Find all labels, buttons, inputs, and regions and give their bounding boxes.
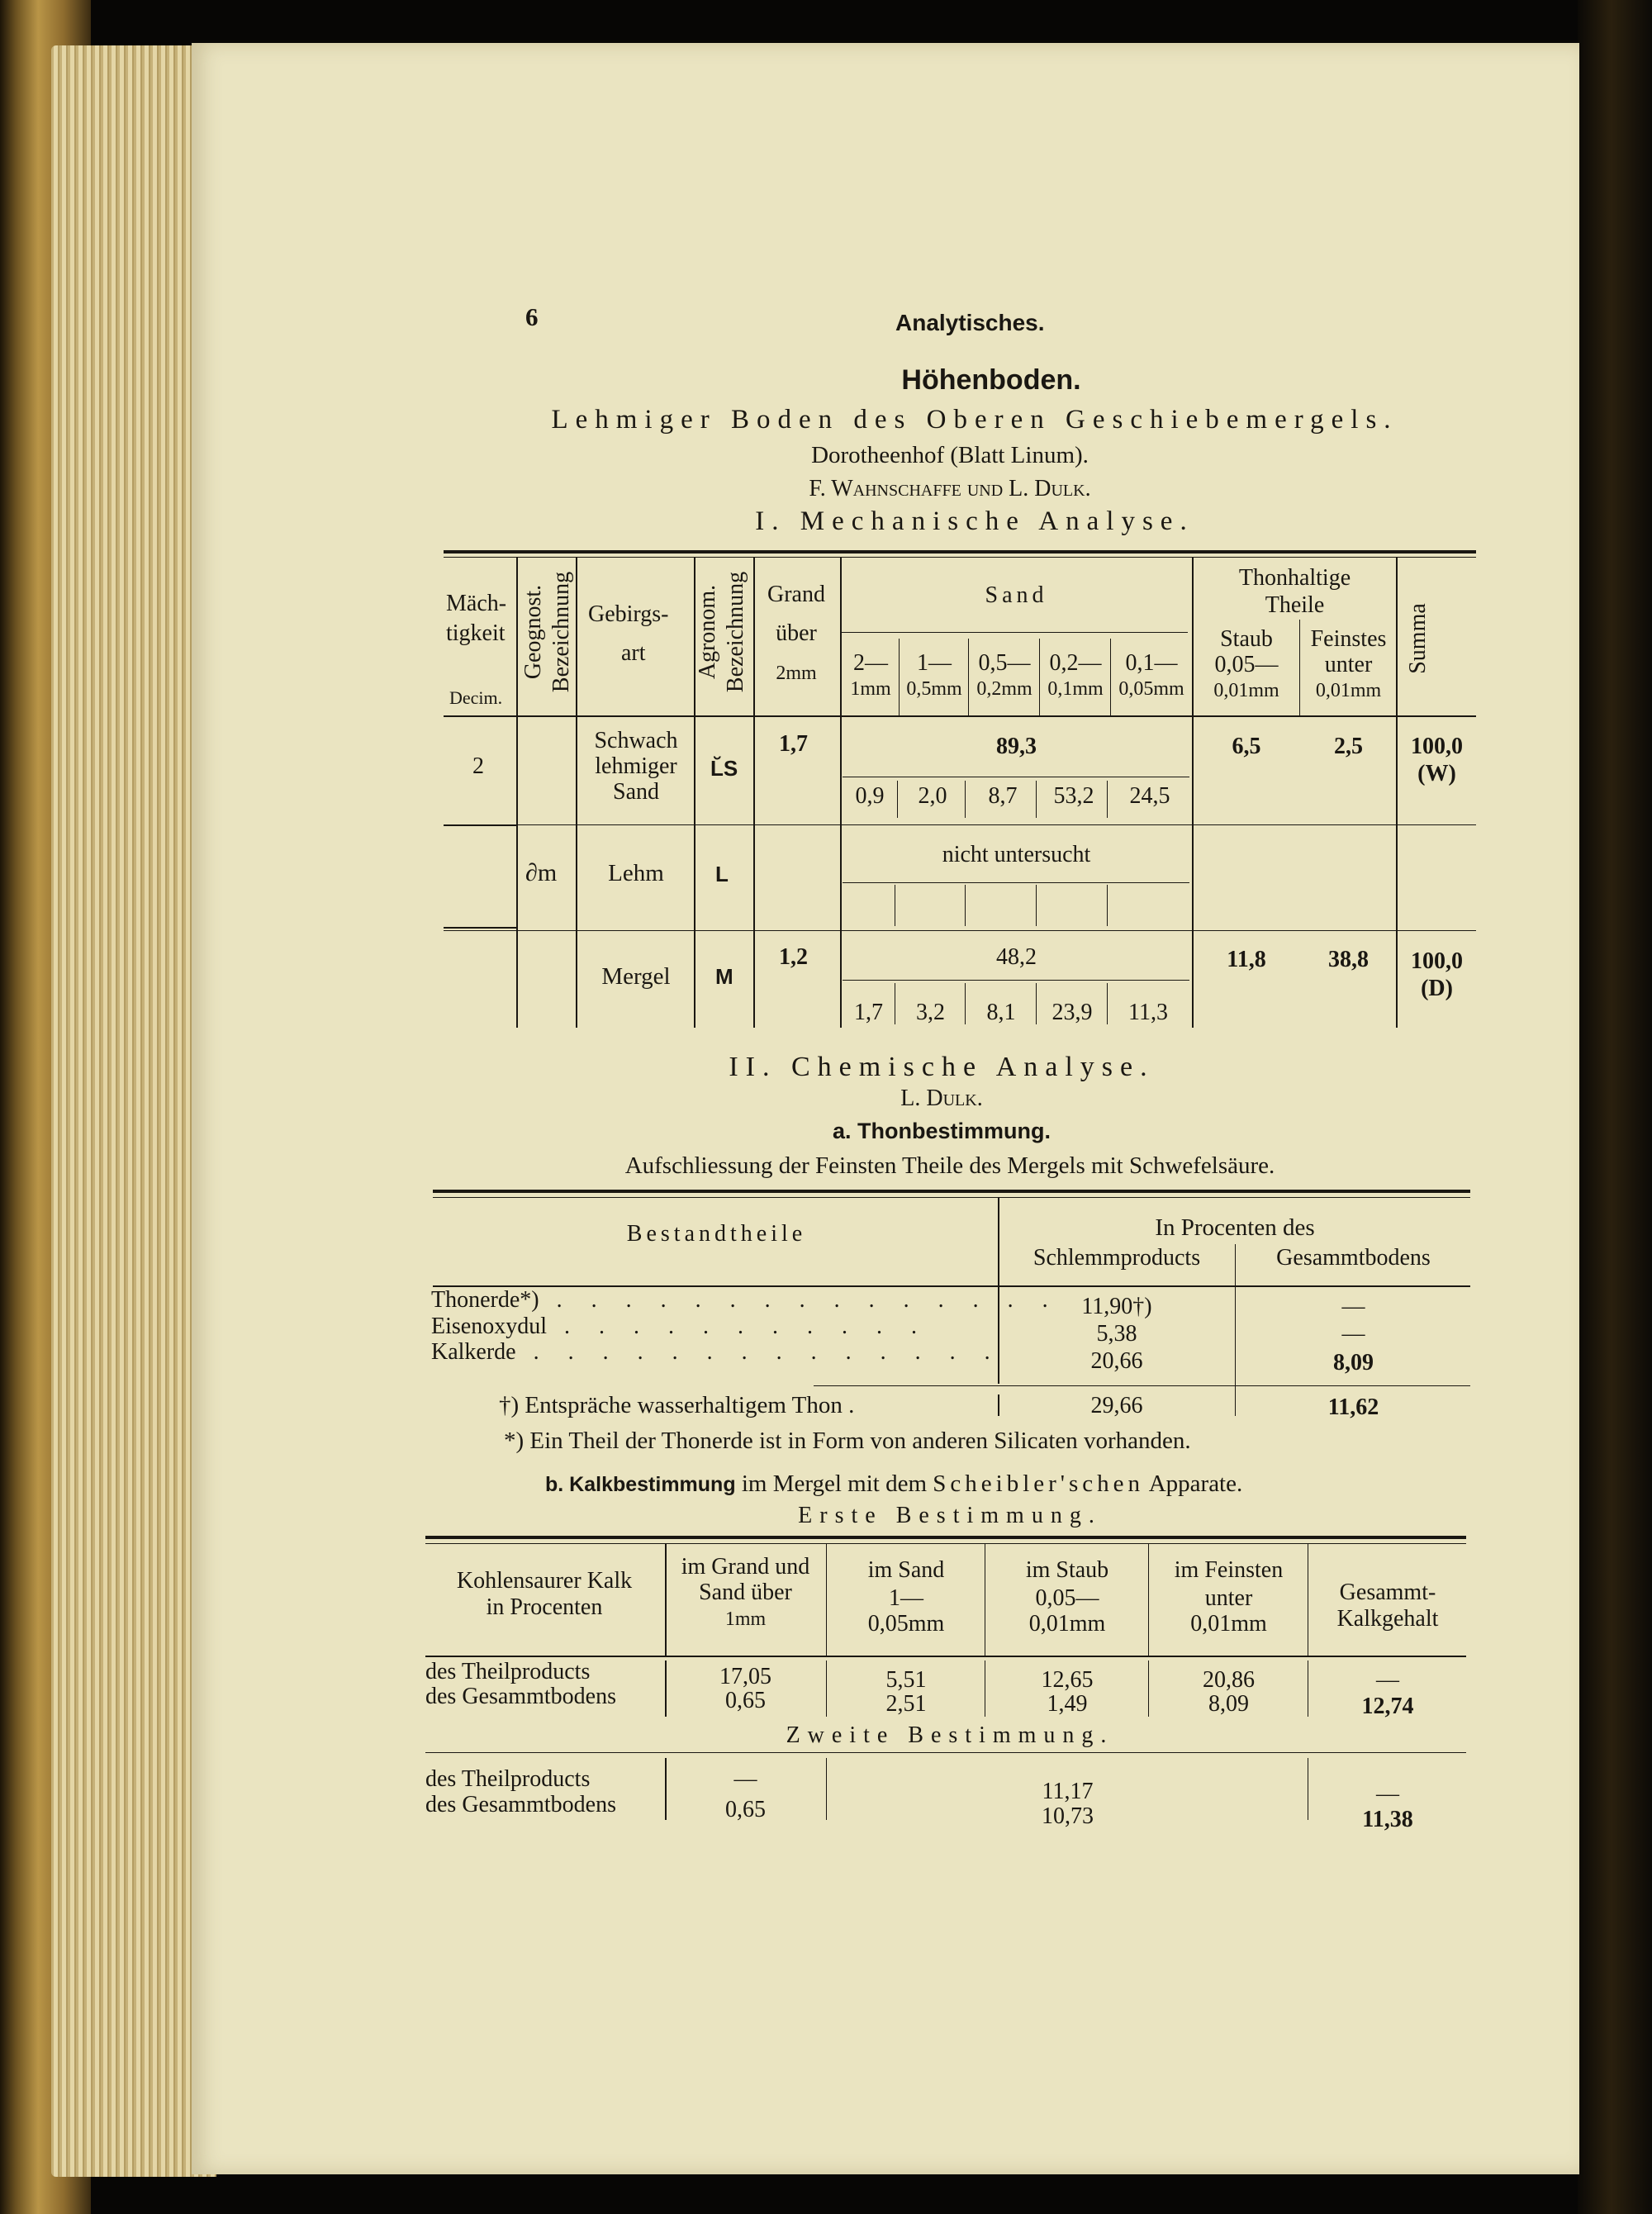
row-kalkerde: Kalkerde . . . . . . . . . . . . . .	[431, 1339, 1002, 1365]
header-feinstes-2: unter	[1324, 652, 1373, 677]
first-staub-2: 1,49	[1047, 1691, 1088, 1717]
row1-sand-3: 8,7	[988, 783, 1018, 809]
row3-sand-4: 23,9	[1051, 1000, 1093, 1025]
header-sand-col1-b: 1mm	[850, 678, 891, 700]
eisenoxydul-schlemm: 5,38	[1096, 1321, 1137, 1347]
header-kohlensaurer-1: Kohlensaurer Kalk	[456, 1568, 633, 1594]
sub-a-caption: Aufschliessung der Feinsten Theile des Mergels mit Schwefelsäure.	[624, 1152, 1275, 1179]
row1-maechtigkeit: 2	[472, 753, 484, 779]
row2-agronom: L	[715, 862, 729, 886]
row-eisenoxydul: Eisenoxydul . . . . . . . . . . .	[431, 1314, 928, 1339]
header-sand-col4-a: 0,2—	[1049, 650, 1102, 676]
row3-sand-2: 3,2	[916, 1000, 945, 1025]
header-maechtigkeit-1: Mäch-	[446, 591, 507, 616]
first-gesamt-2: 12,74	[1361, 1694, 1414, 1719]
footnote-row-schlemm: 29,66	[1090, 1393, 1143, 1418]
first-grand-sand-1: 17,05	[719, 1664, 771, 1689]
row1-sand-1: 0,9	[855, 783, 885, 809]
sub-b-heading: b. Kalkbestimmung im Mergel mit dem Scheibler'schen Apparate.	[545, 1470, 1243, 1497]
first-row-label-2: des Gesammtbodens	[425, 1684, 616, 1709]
header-sand: Sand	[985, 582, 1048, 608]
row2-gebirgsart: Lehm	[608, 860, 664, 886]
header-sand-col3-a: 0,5—	[978, 650, 1031, 676]
header-im-staub-1: im Staub	[1025, 1557, 1109, 1583]
header-geognost: Geognost.	[520, 584, 546, 680]
second-gesamt-2: 11,38	[1362, 1807, 1413, 1832]
page-subtitle: Lehmiger Boden des Oberen Geschiebemergels.	[551, 405, 1398, 435]
header-grand-3: 2mm	[776, 663, 817, 684]
col-bestandtheile: Bestandtheile	[626, 1221, 807, 1247]
row1-sand-2: 2,0	[918, 783, 947, 809]
header-agronom-2: Bezeichnung	[723, 571, 748, 693]
eisenoxydul-gesamt: —	[1341, 1321, 1365, 1347]
header-thonhaltige-1: Thonhaltige	[1238, 565, 1351, 591]
second-grand-sand-1: —	[733, 1766, 757, 1792]
header-im-sand-2: 1—	[889, 1585, 923, 1611]
first-feinsten-1: 20,86	[1203, 1667, 1255, 1693]
row1-sand-total: 89,3	[996, 734, 1037, 759]
thonerde-gesamt: —	[1341, 1294, 1365, 1319]
row-thonerde: Thonerde*) . . . . . . . . . . . . . . .	[431, 1287, 1060, 1313]
header-staub-2: 0,05—	[1214, 652, 1279, 677]
authors-line: F. Wahnschaffe und L. Dulk.	[809, 476, 1091, 501]
row1-feinstes: 2,5	[1334, 734, 1363, 759]
page-number: 6	[525, 302, 539, 331]
col-procenten: In Procenten des	[1155, 1214, 1315, 1241]
row3-sand-total: 48,2	[996, 944, 1037, 970]
header-staub-1: Staub	[1220, 626, 1273, 652]
header-sand-col5-a: 0,1—	[1125, 650, 1178, 676]
section2-heading: II. Chemische Analyse.	[729, 1052, 1155, 1082]
header-im-sand-3: 0,05mm	[867, 1611, 945, 1637]
row1-sand-5: 24,5	[1129, 783, 1170, 809]
header-sand-col4-b: 0,1mm	[1047, 678, 1104, 700]
footnote-row: †) Entspräche wasserhaltigem Thon .	[499, 1392, 855, 1418]
section2-author: L. Dulk.	[900, 1086, 983, 1111]
row1-staub: 6,5	[1232, 734, 1261, 759]
kalkerde-gesamt: 8,09	[1333, 1350, 1374, 1375]
header-staub-3: 0,01mm	[1213, 680, 1279, 701]
col-gesamt: Gesammtbodens	[1276, 1245, 1431, 1271]
header-gesamt-kalk-2: Kalkgehalt	[1336, 1606, 1439, 1632]
header-sand-col5-b: 0,05mm	[1118, 678, 1184, 700]
header-grand-sand-2: Sand über	[699, 1580, 792, 1605]
header-gesamt-kalk-1: Gesammt-	[1339, 1580, 1436, 1605]
header-grand-sand-3: 1mm	[724, 1608, 767, 1630]
row3-agronom: M	[715, 964, 733, 989]
header-im-staub-3: 0,01mm	[1028, 1611, 1106, 1637]
row3-summa-1: 100,0	[1411, 948, 1463, 974]
header-gebirgsart-2: art	[621, 640, 646, 666]
second-row-label-1: des Theilproducts	[425, 1766, 591, 1792]
row1-sand-4: 53,2	[1053, 783, 1094, 809]
second-determination: Zweite Bestimmung.	[786, 1722, 1114, 1748]
col-schlemm: Schlemmproducts	[1032, 1245, 1201, 1271]
first-gesamt-1: —	[1376, 1667, 1399, 1693]
second-middle-1: 11,17	[1042, 1779, 1094, 1804]
footnote-row-gesamt: 11,62	[1327, 1394, 1379, 1420]
header-im-feinsten-2: unter	[1204, 1585, 1253, 1611]
header-grand-2: über	[776, 620, 817, 646]
row3-sand-1: 1,7	[854, 1000, 883, 1025]
kalkerde-schlemm: 20,66	[1090, 1348, 1143, 1374]
header-im-sand-1: im Sand	[867, 1557, 945, 1583]
header-sand-col1-a: 2—	[853, 650, 888, 676]
thonerde-schlemm: 11,90†)	[1081, 1294, 1152, 1319]
header-feinstes-1: Feinstes	[1310, 626, 1387, 652]
second-gesamt-1: —	[1376, 1781, 1399, 1807]
header-im-feinsten-3: 0,01mm	[1190, 1611, 1267, 1637]
row3-sand-3: 8,1	[986, 1000, 1016, 1025]
header-agronom: Agronom.	[695, 584, 720, 680]
row1-summa-2: (W)	[1417, 761, 1456, 786]
header-summa: Summa	[1405, 603, 1431, 674]
header-grand-1: Grand	[767, 582, 825, 607]
header-thonhaltige-2: Theile	[1265, 592, 1325, 618]
sub-a-heading: a. Thonbestimmung.	[832, 1119, 1051, 1143]
section1-heading: I. Mechanische Analyse.	[755, 506, 1194, 536]
running-head: Analytisches.	[895, 310, 1045, 335]
first-feinsten-2: 8,09	[1208, 1691, 1249, 1717]
header-im-feinsten-1: im Feinsten	[1174, 1557, 1284, 1583]
row1-agronom: L̆S	[710, 756, 738, 781]
header-kohlensaurer-2: in Procenten	[486, 1594, 603, 1620]
row1-grand: 1,7	[779, 731, 808, 757]
geognost-value: ∂m	[525, 859, 558, 886]
page-title: Höhenboden.	[901, 364, 1081, 396]
second-row-label-2: des Gesammtbodens	[425, 1792, 616, 1817]
first-row-label-1: des Theilproducts	[425, 1659, 591, 1684]
second-grand-sand-2: 0,65	[725, 1797, 766, 1822]
first-sand-2: 2,51	[885, 1691, 927, 1717]
first-grand-sand-2: 0,65	[725, 1688, 766, 1713]
header-sand-col2-a: 1—	[917, 650, 952, 676]
first-determination: Erste Bestimmung.	[798, 1503, 1102, 1528]
row1-gebirgsart-2: lehmiger	[595, 753, 677, 779]
header-grand-sand-1: im Grand und	[681, 1554, 810, 1580]
header-geognost-2: Bezeichnung	[548, 571, 574, 693]
row3-summa-2: (D)	[1421, 976, 1453, 1001]
header-im-staub-2: 0,05—	[1035, 1585, 1099, 1611]
header-decim: Decim.	[449, 687, 503, 708]
header-sand-col3-b: 0,2mm	[976, 678, 1032, 700]
row3-gebirgsart: Mergel	[601, 963, 671, 990]
row1-gebirgsart-3: Sand	[613, 779, 659, 805]
first-sand-1: 5,51	[885, 1667, 927, 1693]
header-gebirgsart-1: Gebirgs-	[588, 601, 669, 627]
row1-gebirgsart-1: Schwach	[594, 728, 678, 753]
header-sand-col2-b: 0,5mm	[906, 678, 962, 700]
row3-grand: 1,2	[779, 944, 808, 970]
row3-staub: 11,8	[1227, 947, 1266, 972]
row3-feinstes: 38,8	[1328, 947, 1369, 972]
second-middle-2: 10,73	[1042, 1803, 1094, 1829]
row2-note: nicht untersucht	[942, 842, 1091, 867]
location-line: Dorotheenhof (Blatt Linum).	[811, 442, 1089, 468]
row1-summa-1: 100,0	[1411, 734, 1463, 759]
header-feinstes-3: 0,01mm	[1315, 680, 1382, 701]
footnote: *) Ein Theil der Thonerde ist in Form von anderen Silicaten vorhanden.	[504, 1428, 1191, 1454]
first-staub-1: 12,65	[1041, 1667, 1094, 1693]
right-gutter	[1578, 0, 1652, 2214]
header-maechtigkeit-2: tigkeit	[446, 620, 506, 646]
row3-sand-5: 11,3	[1128, 1000, 1168, 1025]
